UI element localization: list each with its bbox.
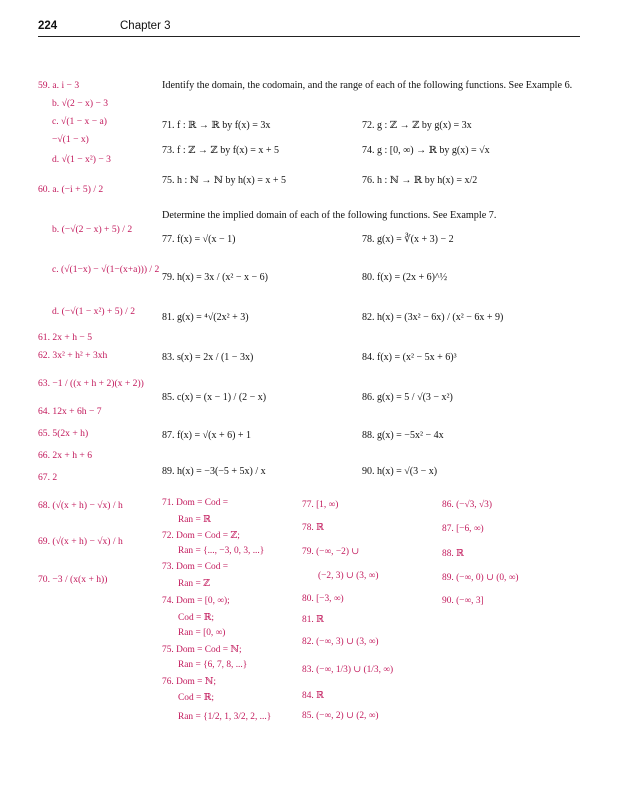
problem-73: 73. f : ℤ → ℤ by f(x) = x + 5 xyxy=(162,145,279,156)
list-item: −√(1 − x) xyxy=(52,134,89,145)
answer-item: 86. (−√3, √3) xyxy=(442,500,492,510)
problem-72: 72. g : ℤ → ℤ by g(x) = 3x xyxy=(362,120,472,131)
answer-item: Ran = [0, ∞) xyxy=(178,628,226,638)
problem-82: 82. h(x) = (3x² − 6x) / (x² − 6x + 9) xyxy=(362,312,504,323)
page-number: 224 xyxy=(38,20,58,32)
list-item: 59. a. i − 3 xyxy=(38,80,80,91)
problem-88: 88. g(x) = −5x² − 4x xyxy=(362,430,444,441)
problem-83: 83. s(x) = 2x / (1 − 3x) xyxy=(162,352,254,363)
answer-item: 85. (−∞, 2) ∪ (2, ∞) xyxy=(302,711,379,721)
answer-item: 74. Dom = [0, ∞); xyxy=(162,596,230,606)
answer-item: 79. (−∞, −2) ∪ xyxy=(302,547,360,557)
answer-item: 83. (−∞, 1/3) ∪ (1/3, ∞) xyxy=(302,665,394,675)
problem-81: 81. g(x) = ⁴√(2x² + 3) xyxy=(162,312,249,323)
answer-item: 89. (−∞, 0) ∪ (0, ∞) xyxy=(442,573,519,583)
problem-84: 84. f(x) = (x² − 5x + 6)³ xyxy=(362,352,457,363)
list-item: 61. 2x + h − 5 xyxy=(38,332,92,343)
answer-item: 82. (−∞, 3) ∪ (3, ∞) xyxy=(302,637,379,647)
answer-item: Ran = {1/2, 1, 3/2, 2, ...} xyxy=(178,712,272,722)
list-item: b. √(2 − x) − 3 xyxy=(52,98,109,109)
list-item: 68. (√(x + h) − √x) / h xyxy=(38,500,123,511)
list-item: 64. 12x + 6h − 7 xyxy=(38,406,102,417)
answer-item: 87. [−6, ∞) xyxy=(442,524,484,534)
answer-item: 77. [1, ∞) xyxy=(302,500,339,510)
answer-item: Cod = ℝ; xyxy=(178,613,214,623)
list-item: 67. 2 xyxy=(38,472,58,483)
problem-86: 86. g(x) = 5 / √(3 − x²) xyxy=(362,392,453,403)
list-item: b. (−√(2 − x) + 5) / 2 xyxy=(52,224,133,235)
instructions-1: Identify the domain, the codomain, and the range of each of the following functions. See Example 6. xyxy=(162,80,573,91)
list-item: c. (√(1−x) − √(1−(x+a))) / 2 xyxy=(52,264,160,275)
problem-74: 74. g : [0, ∞) → ℝ by g(x) = √x xyxy=(362,145,490,156)
answer-item: 73. Dom = Cod = xyxy=(162,562,229,572)
list-item: 60. a. (−i + 5) / 2 xyxy=(38,184,104,195)
answer-item: 78. ℝ xyxy=(302,523,324,533)
answer-item: Ran = ℤ xyxy=(178,579,210,589)
answer-item: Cod = ℝ; xyxy=(178,693,214,703)
answer-item: 71. Dom = Cod = xyxy=(162,498,229,508)
answer-item: Ran = {6, 7, 8, ...} xyxy=(178,660,248,670)
answer-item: Ran = ℝ xyxy=(178,515,211,525)
answer-item: 81. ℝ xyxy=(302,615,324,625)
problem-87: 87. f(x) = √(x + 6) + 1 xyxy=(162,430,252,441)
problem-71: 71. f : ℝ → ℝ by f(x) = 3x xyxy=(162,120,271,131)
list-item: c. √(1 − x − a) xyxy=(52,116,107,127)
answer-item: 88. ℝ xyxy=(442,549,464,559)
problem-76: 76. h : ℕ → ℝ by h(x) = x/2 xyxy=(362,175,478,186)
answer-item: 72. Dom = Cod = ℤ; xyxy=(162,531,240,541)
answer-item: 90. (−∞, 3] xyxy=(442,596,484,606)
problem-80: 80. f(x) = (2x + 6)^½ xyxy=(362,272,448,283)
problem-85: 85. c(x) = (x − 1) / (2 − x) xyxy=(162,392,267,403)
list-item: 69. (√(x + h) − √x) / h xyxy=(38,536,123,547)
answer-item: Ran = {..., −3, 0, 3, ...} xyxy=(178,546,265,556)
answer-item: 76. Dom = ℕ; xyxy=(162,677,216,687)
header-rule xyxy=(38,36,580,37)
problem-75: 75. h : ℕ → ℕ by h(x) = x + 5 xyxy=(162,175,286,186)
list-item: d. (−√(1 − x²) + 5) / 2 xyxy=(52,306,135,317)
problem-90: 90. h(x) = √(3 − x) xyxy=(362,466,438,477)
answer-item: 75. Dom = Cod = ℕ; xyxy=(162,645,242,655)
problem-79: 79. h(x) = 3x / (x² − x − 6) xyxy=(162,272,269,283)
instructions-2: Determine the implied domain of each of the following functions. See Example 7. xyxy=(162,210,497,221)
page-header xyxy=(38,20,171,32)
list-item: 70. −3 / (x(x + h)) xyxy=(38,574,108,585)
list-item: 65. 5(2x + h) xyxy=(38,428,89,439)
answer-item: 80. [−3, ∞) xyxy=(302,594,344,604)
list-item: d. √(1 − x²) − 3 xyxy=(52,154,111,165)
list-item: 62. 3x² + h² + 3xh xyxy=(38,350,108,361)
answer-item: 84. ℝ xyxy=(302,691,324,701)
problem-77: 77. f(x) = √(x − 1) xyxy=(162,234,236,245)
problem-89: 89. h(x) = −3(−5 + 5x) / x xyxy=(162,466,266,477)
problem-78: 78. g(x) = ∛(x + 3) − 2 xyxy=(362,234,454,245)
list-item: 66. 2x + h + 6 xyxy=(38,450,92,461)
chapter-title: Chapter 3 xyxy=(120,20,171,32)
list-item: 63. −1 / ((x + h + 2)(x + 2)) xyxy=(38,378,144,389)
answer-item: (−2, 3) ∪ (3, ∞) xyxy=(318,571,379,581)
